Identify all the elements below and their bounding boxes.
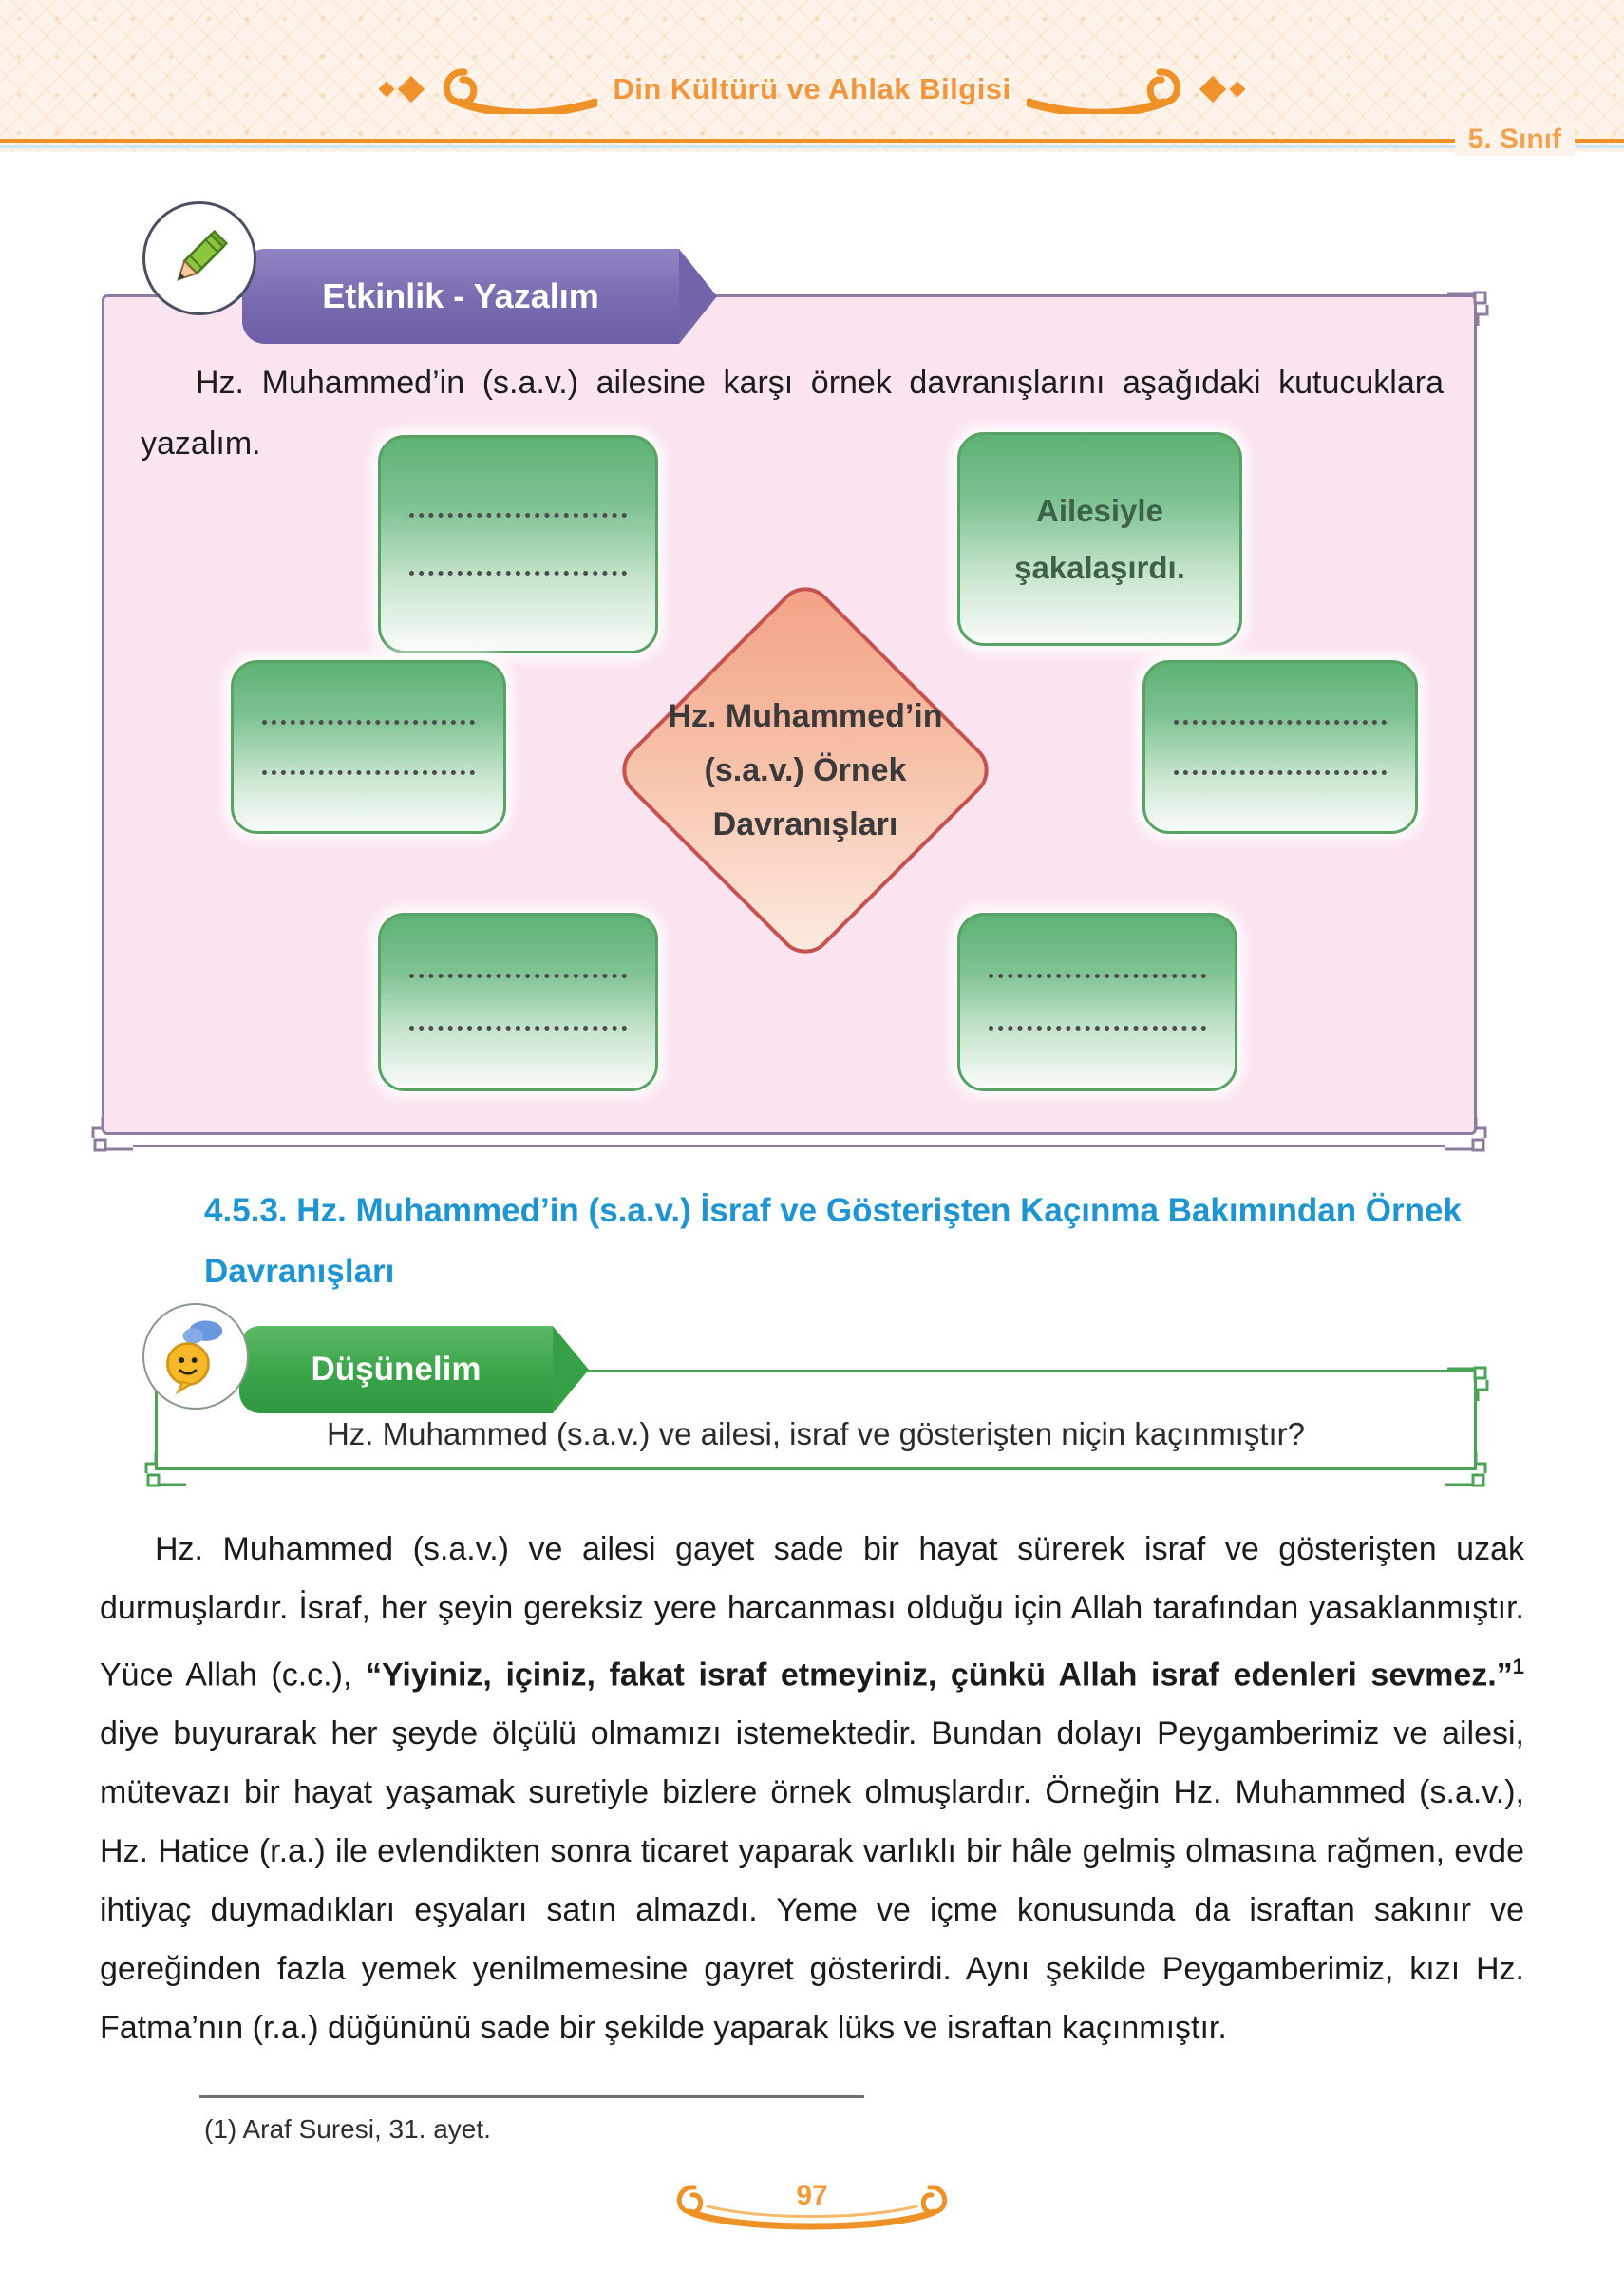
think-icon-circle [142,1303,249,1410]
think-banner [239,1326,553,1413]
body-quote: “Yiyiniz, içiniz, fakat israf etmeyiniz, çünkü Allah israf edenleri sevmez.” [365,1656,1513,1694]
swirl-ornament-right [1027,65,1188,114]
answer-box-top-right[interactable] [957,432,1242,646]
write-line [989,1026,1206,1031]
page-footer [670,2178,954,2237]
activity-banner [242,249,679,344]
activity-icon-circle [142,201,256,315]
footnote-rule [199,2095,864,2098]
diamond-line-3: Davranışları [712,805,898,842]
course-title: Din Kültürü ve Ahlak Bilgisi [613,72,1011,105]
answer-box-bottom-right[interactable] [957,913,1237,1091]
think-banner-label: Düşünelim [311,1351,482,1388]
activity-banner-label: Etkinlik - Yazalım [322,276,599,315]
think-question: Hz. Muhammed (s.a.v.) ve ailesi, israf ve gösterişten niçin kaçınmıştır? [326,1416,1306,1451]
answer-box-top-left[interactable] [378,435,658,653]
write-line [1174,720,1387,725]
write-line [409,513,627,518]
corner-ornament-bottom-left [91,1117,133,1159]
write-line [1174,770,1387,775]
corner-ornament-bottom-right [1445,1117,1487,1159]
footnote-text: (1) Araf Suresi, 31. ayet. [204,2114,491,2144]
grade-label: 5. Sınıf [1455,123,1575,156]
answer-box-middle-left[interactable] [231,660,506,834]
page-number: 97 [796,2180,828,2211]
corner-ornament-bottom-right [1445,1452,1487,1494]
body-after-quote: diye buyurarak her şeyde ölçülü olmamızı istemektedir. Bundan dolayı Peygamberimiz ve ailesi, mütevazı bir hayat yaşamak suretiyle bizlere örnek olmuşlardır. Örneğin Hz. Muhammed (s.a.v.), Hz. Hatice (r.a.) ile evlendikten sonra ticaret yaparak varlıklı bir hâle gelmiş olmasına rağmen, evde ihtiyaç duymadıkları eşyaları satın almazdı. Yeme ve içme konusunda da israftan sakınır ve gereğinden fazla yemek yenilmemesine gayret gösterirdi. Aynı şekilde Peygamberimiz, kızı Hz. Fatma’nın (r.a.) düğününü sade bir şekilde yaparak lüks ve israftan kaçınmıştır. [100,1715,1524,2047]
header-rule-light [0,145,1624,148]
corner-ornament-top-right [1447,1359,1489,1401]
diagram-center-diamond [611,576,1000,965]
pencil-icon [160,218,239,298]
write-line [262,720,475,725]
write-line [409,1026,627,1031]
write-line [409,571,627,576]
corner-ornament-bottom-left [144,1452,186,1494]
answer-box-middle-right[interactable] [1142,660,1418,834]
swirl-ornament-left [436,65,597,114]
write-line [262,770,475,775]
ornament-diamonds-left [381,80,421,99]
diamond-line-2: (s.a.v.) Örnek [704,751,907,788]
page-header [0,0,1624,152]
activity-intro-text: Hz. Muhammed’in (s.a.v.) ailesine karşı örnek davranışlarını aşağıdaki kutucuklara yazalım. [141,365,1444,462]
body-before-quote: Hz. Muhammed (s.a.v.) ve ailesi gayet sade bir hayat sürerek israf ve gösterişten uzak durmuşlardır. İsraf, her şeyin gereksiz yere harcanması olduğu için Allah tarafından yasaklanmıştır. Yüce Allah (c.c.), [100,1531,1524,1694]
write-line [409,974,627,978]
write-line [989,974,1206,978]
diamond-line-1: Hz. Muhammed’in [668,697,943,734]
diagram-center-label [668,636,943,904]
answer-box-bottom-left[interactable] [378,913,658,1091]
body-paragraph [100,1520,1524,2057]
activity-panel [102,294,1477,1135]
header-rule [0,139,1624,143]
corner-ornament-top-right [1447,284,1489,326]
footnote-reference: 1 [1512,1655,1524,1678]
section-heading: 4.5.3. Hz. Muhammed’in (s.a.v.) İsraf ve Gösterişten Kaçınma Bakımından Örnek Davranışları [204,1192,1462,1290]
ornament-diamonds-right [1203,80,1243,99]
answer-box-filled-text: Ailesiyle şakalaşırdı. [1014,493,1185,585]
thought-emoji-icon [155,1315,236,1397]
